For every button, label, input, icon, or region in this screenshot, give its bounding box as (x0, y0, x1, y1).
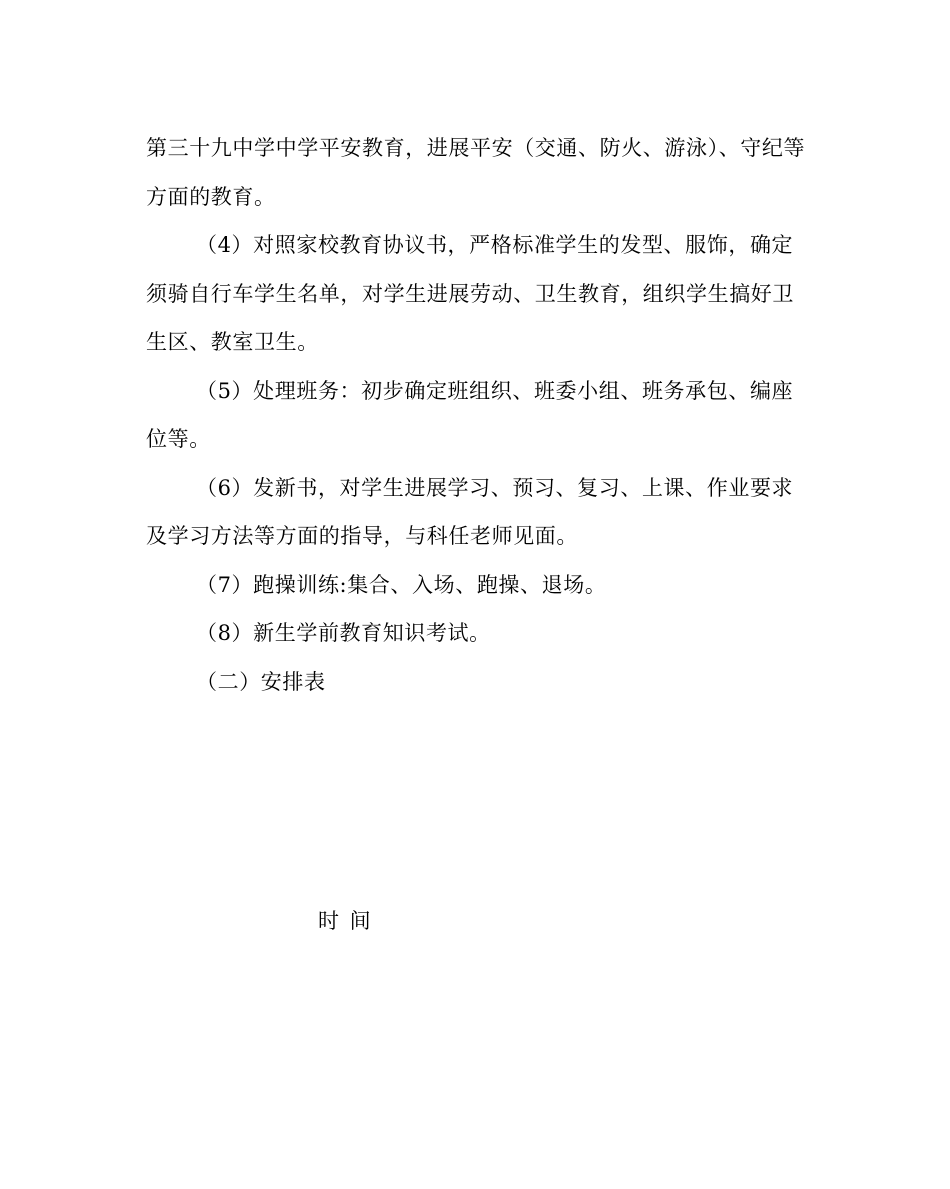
paragraph-item-8: （8）新生学前教育知识考试。 (196, 621, 491, 645)
document-body (146, 124, 806, 706)
paragraph-item-6: （6）发新书，对学生进展学习、预习、复习、上课、作业要求及学习方法等方面的指导，与科任老师见面。 (146, 475, 794, 548)
paragraph-item-7: （7）跑操训练:集合、入场、跑操、退场。 (196, 572, 607, 597)
paragraph-item-4: （4）对照家校教育协议书，严格标准学生的发型、服饰，确定须骑自行车学生名单，对学生进展劳动、卫生教育，组织学生搞好卫生区、教室卫生。 (146, 233, 794, 354)
section-heading-schedule: （二）安排表 (196, 669, 326, 694)
paragraph-item-5: （5）处理班务：初步确定班组织、班委小组、班务承包、编座位等。 (146, 378, 794, 451)
schedule-table-header-time: 时 间 (318, 909, 373, 933)
paragraph-safety-education: 第三十九中学中学平安教育，进展平安（交通、防火、游泳）、守纪等方面的教育。 (146, 136, 806, 209)
